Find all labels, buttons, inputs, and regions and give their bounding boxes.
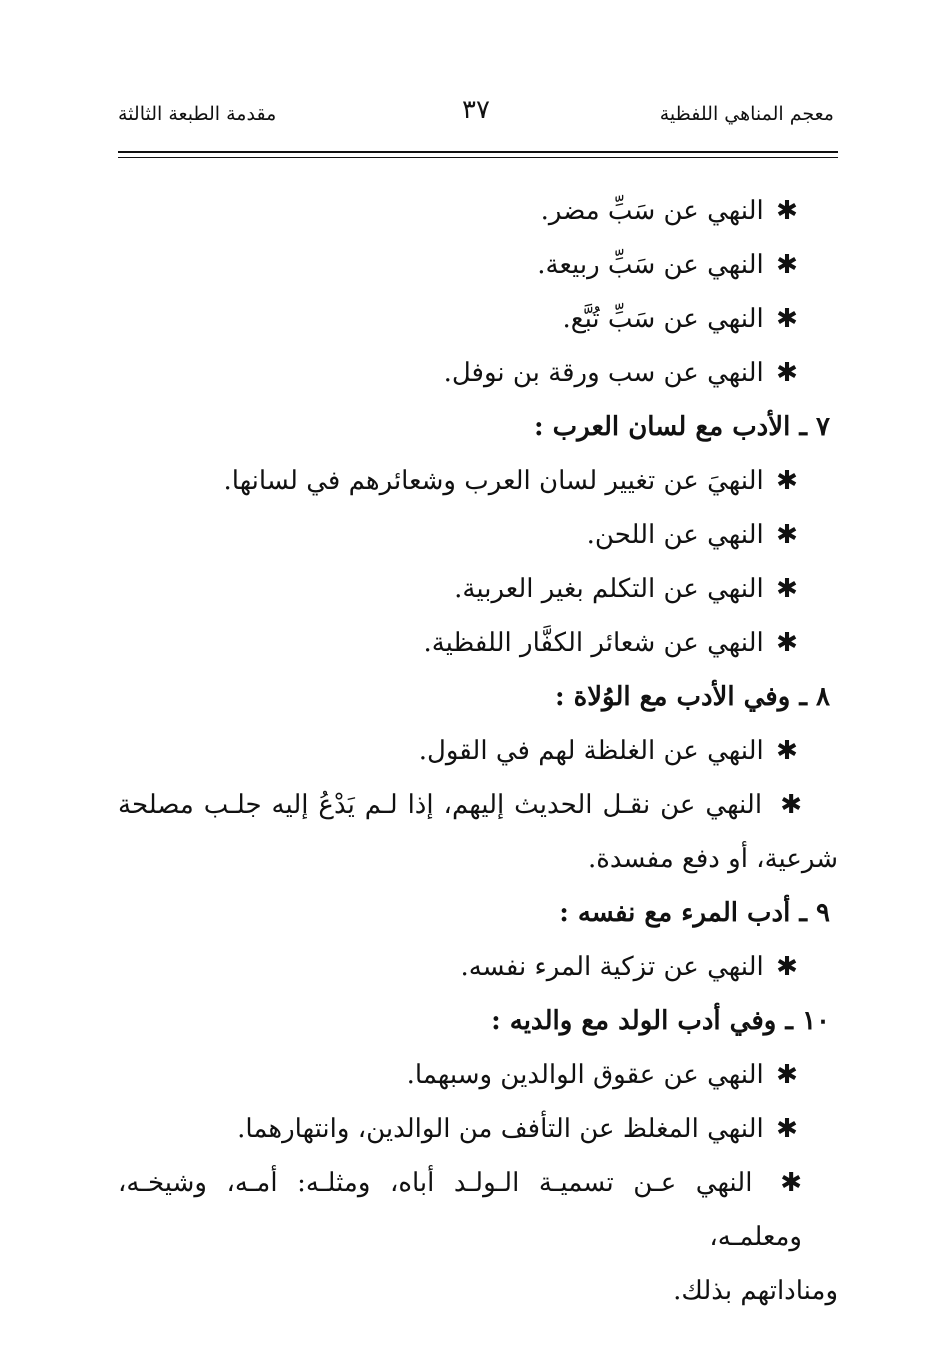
asterisk-icon: ✱ <box>776 736 798 766</box>
bullet-item <box>118 778 838 832</box>
section-heading <box>118 886 838 940</box>
bullet-item <box>118 1102 838 1156</box>
section-heading <box>118 994 838 1048</box>
continuation-text: شرعية، أو دفع مفسدة. <box>587 844 838 874</box>
bullet-text: النهيَ عن تغيير لسان العرب وشعائرهم في لسانها. <box>223 466 772 496</box>
asterisk-icon: ✱ <box>776 358 798 388</box>
heading-text: ٩ ـ أدب المرء مع نفسه : <box>559 898 830 928</box>
asterisk-icon: ✱ <box>776 1114 798 1144</box>
bullet-item <box>118 1156 838 1264</box>
bullet-text: النهي عن عقوق الوالدين وسبهما. <box>406 1060 772 1090</box>
bullet-text: النهي عن الغلظة لهم في القول. <box>418 736 772 766</box>
asterisk-icon: ✱ <box>776 1060 798 1090</box>
asterisk-icon: ✱ <box>780 1168 802 1198</box>
bullet-text: النهي عـن تسميـة الـولـد أباه، ومثلـه: أمـه، وشيخـه، ومعلمـه، <box>118 1168 802 1252</box>
bullet-text: النهي عن سَبِّ تُبَّع. <box>562 304 772 334</box>
asterisk-icon: ✱ <box>776 466 798 496</box>
bullet-item <box>118 724 838 778</box>
bullet-text: النهي عن اللحن. <box>586 520 772 550</box>
bullet-item <box>118 562 838 616</box>
bullet-item <box>118 940 838 994</box>
asterisk-icon: ✱ <box>776 574 798 604</box>
section-heading <box>118 670 838 724</box>
asterisk-icon: ✱ <box>776 250 798 280</box>
bullet-item <box>118 508 838 562</box>
heading-text: ٧ ـ الأدب مع لسان العرب : <box>533 412 830 442</box>
book-title: معجم المناهي اللفظية <box>659 103 834 125</box>
bullet-text: النهي عن نقـل الحديث إليهم، إذا لـم يَدْعُ إليه جلـب مصلحة <box>118 790 772 820</box>
continuation-line <box>118 832 838 886</box>
bullet-text: النهي عن التكلم بغير العربية. <box>454 574 772 604</box>
bullet-item <box>118 184 838 238</box>
bullet-text: النهي عن تزكية المرء نفسه. <box>460 952 772 982</box>
heading-text: ١٠ ـ وفي أدب الولد مع والديه : <box>491 1006 830 1036</box>
asterisk-icon: ✱ <box>780 790 802 820</box>
bullet-item <box>118 454 838 508</box>
asterisk-icon: ✱ <box>776 196 798 226</box>
bullet-item <box>118 346 838 400</box>
bullet-text: النهي عن سَبِّ مضر. <box>540 196 772 226</box>
bullet-item <box>118 1048 838 1102</box>
continuation-line <box>118 1264 838 1318</box>
header-rule-thick <box>118 151 838 153</box>
bullet-item <box>118 292 838 346</box>
section-heading <box>118 400 838 454</box>
asterisk-icon: ✱ <box>776 952 798 982</box>
bullet-text: النهي عن سب ورقة بن نوفل. <box>443 358 772 388</box>
asterisk-icon: ✱ <box>776 628 798 658</box>
page-number: ٣٧ <box>462 95 490 125</box>
page-body <box>118 184 838 1318</box>
bullet-item <box>118 238 838 292</box>
asterisk-icon: ✱ <box>776 304 798 334</box>
bullet-text: النهي المغلظ عن التأفف من الوالدين، وانتهارهما. <box>237 1114 772 1144</box>
bullet-text: النهي عن سَبِّ ربيعة. <box>537 250 772 280</box>
section-title: مقدمة الطبعة الثالثة <box>118 103 277 125</box>
bullet-text: النهي عن شعائر الكفَّار اللفظية. <box>423 628 772 658</box>
continuation-text: ومناداتهم بذلك. <box>673 1276 838 1306</box>
asterisk-icon: ✱ <box>776 520 798 550</box>
bullet-item <box>118 616 838 670</box>
header-rule-thin <box>118 157 838 158</box>
heading-text: ٨ ـ وفي الأدب مع الوُلاة : <box>554 682 830 712</box>
